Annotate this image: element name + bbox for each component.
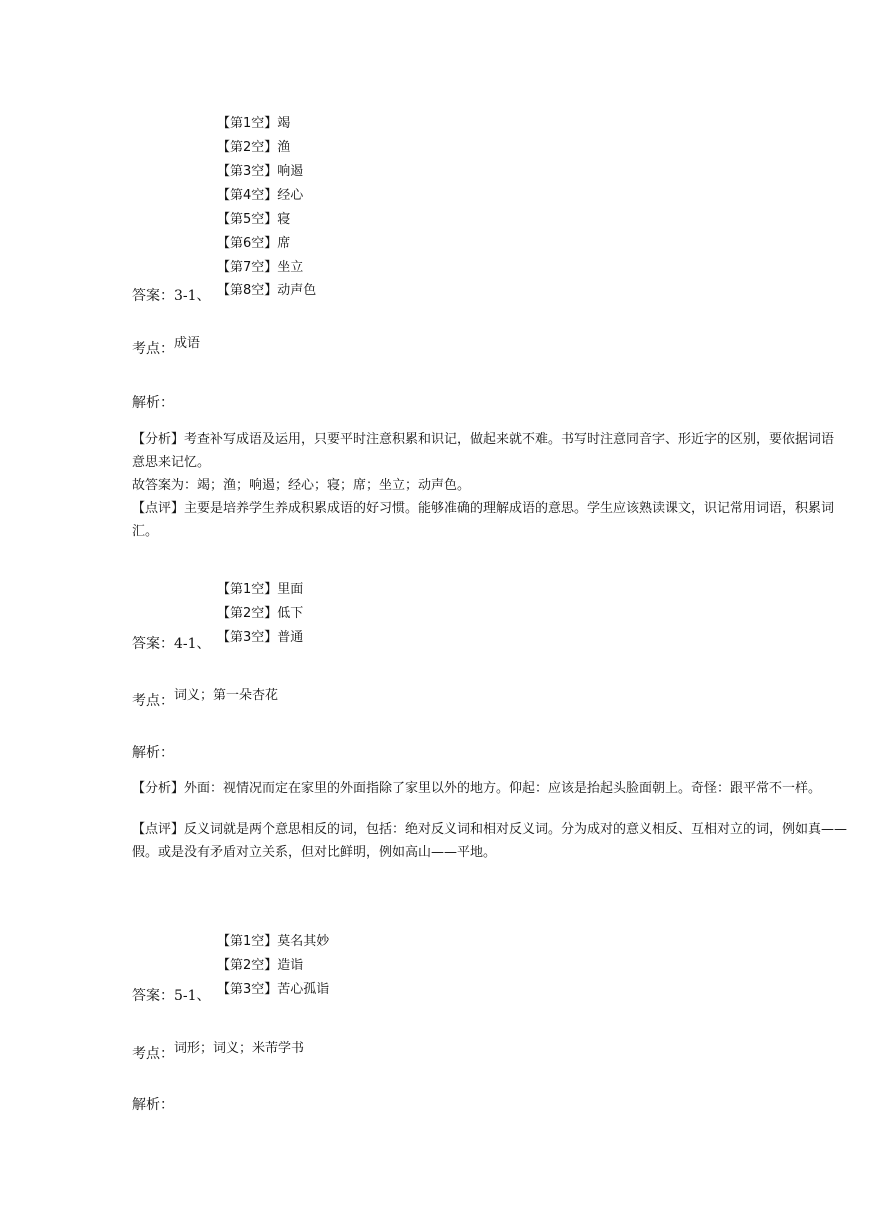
blank-item: 【第3空】普通	[217, 630, 304, 645]
kaodian-row	[132, 690, 278, 710]
analysis-line: 故答案为：竭；渔；响遏；经心；寝；席；坐立；动声色。	[132, 478, 471, 493]
jiexi-label: 解析：	[132, 745, 174, 761]
blank-item: 【第2空】造诣	[217, 958, 304, 973]
kaodian-label: 考点：	[132, 341, 174, 357]
kaodian-row	[132, 1043, 304, 1063]
blank-list	[217, 930, 329, 978]
analysis-line: 【分析】考查补写成语及运用，只要平时注意积累和识记，做起来就不难。书写时注意同音字、形近字的区别，要依据词语	[132, 432, 835, 447]
analysis-line: 【分析】外面：视情况而定在家里的外面指除了家里以外的地方。仰起：应该是抬起头脸面朝上。奇怪：跟平常不一样。	[132, 781, 822, 796]
analysis-line: 汇。	[132, 524, 159, 539]
blank-item: 【第7空】坐立	[217, 260, 304, 275]
kaodian-value: 词形；词义；米芾学书	[174, 1041, 305, 1056]
jiexi-label: 解析：	[132, 1097, 174, 1113]
blank-item: 【第1空】里面	[217, 582, 304, 597]
answer-label: 答案：4-1、	[132, 636, 211, 652]
blank-list	[217, 112, 303, 280]
comment-paragraph	[132, 818, 869, 864]
kaodian-label: 考点：	[132, 1046, 174, 1062]
analysis-paragraph	[132, 777, 869, 800]
comment-line: 假。或是没有矛盾对立关系，但对比鲜明，例如高山——平地。	[132, 845, 497, 860]
kaodian-value: 词义；第一朵杏花	[174, 688, 279, 703]
analysis-line: 【点评】主要是培养学生养成积累成语的好习惯。能够准确的理解成语的意思。学生应该熟读课文，识记常用词语，积累词	[132, 501, 835, 516]
blank-list	[217, 578, 303, 626]
answer-label: 答案：3-1、	[132, 288, 211, 304]
blank-item: 【第6空】席	[217, 236, 291, 251]
analysis-paragraph	[132, 428, 869, 543]
blank-item: 【第1空】竭	[217, 116, 291, 131]
blank-item: 【第3空】响遏	[217, 164, 304, 179]
blank-item: 【第3空】苦心孤诣	[217, 982, 330, 997]
kaodian-value: 成语	[174, 336, 201, 351]
blank-item: 【第4空】经心	[217, 188, 304, 203]
jiexi-label: 解析：	[132, 395, 174, 411]
kaodian-label: 考点：	[132, 693, 174, 709]
answer-label: 答案：5-1、	[132, 988, 211, 1004]
blank-item: 【第8空】动声色	[217, 283, 317, 298]
blank-item: 【第2空】渔	[217, 140, 291, 155]
comment-line: 【点评】反义词就是两个意思相反的词，包括：绝对反义词和相对反义词。分为成对的意义相反、互相对立的词，例如真——	[132, 822, 848, 837]
analysis-line: 意思来记忆。	[132, 455, 211, 470]
blank-item: 【第2空】低下	[217, 606, 304, 621]
blank-item: 【第5空】寝	[217, 212, 291, 227]
kaodian-row	[132, 338, 200, 358]
blank-item: 【第1空】莫名其妙	[217, 934, 330, 949]
